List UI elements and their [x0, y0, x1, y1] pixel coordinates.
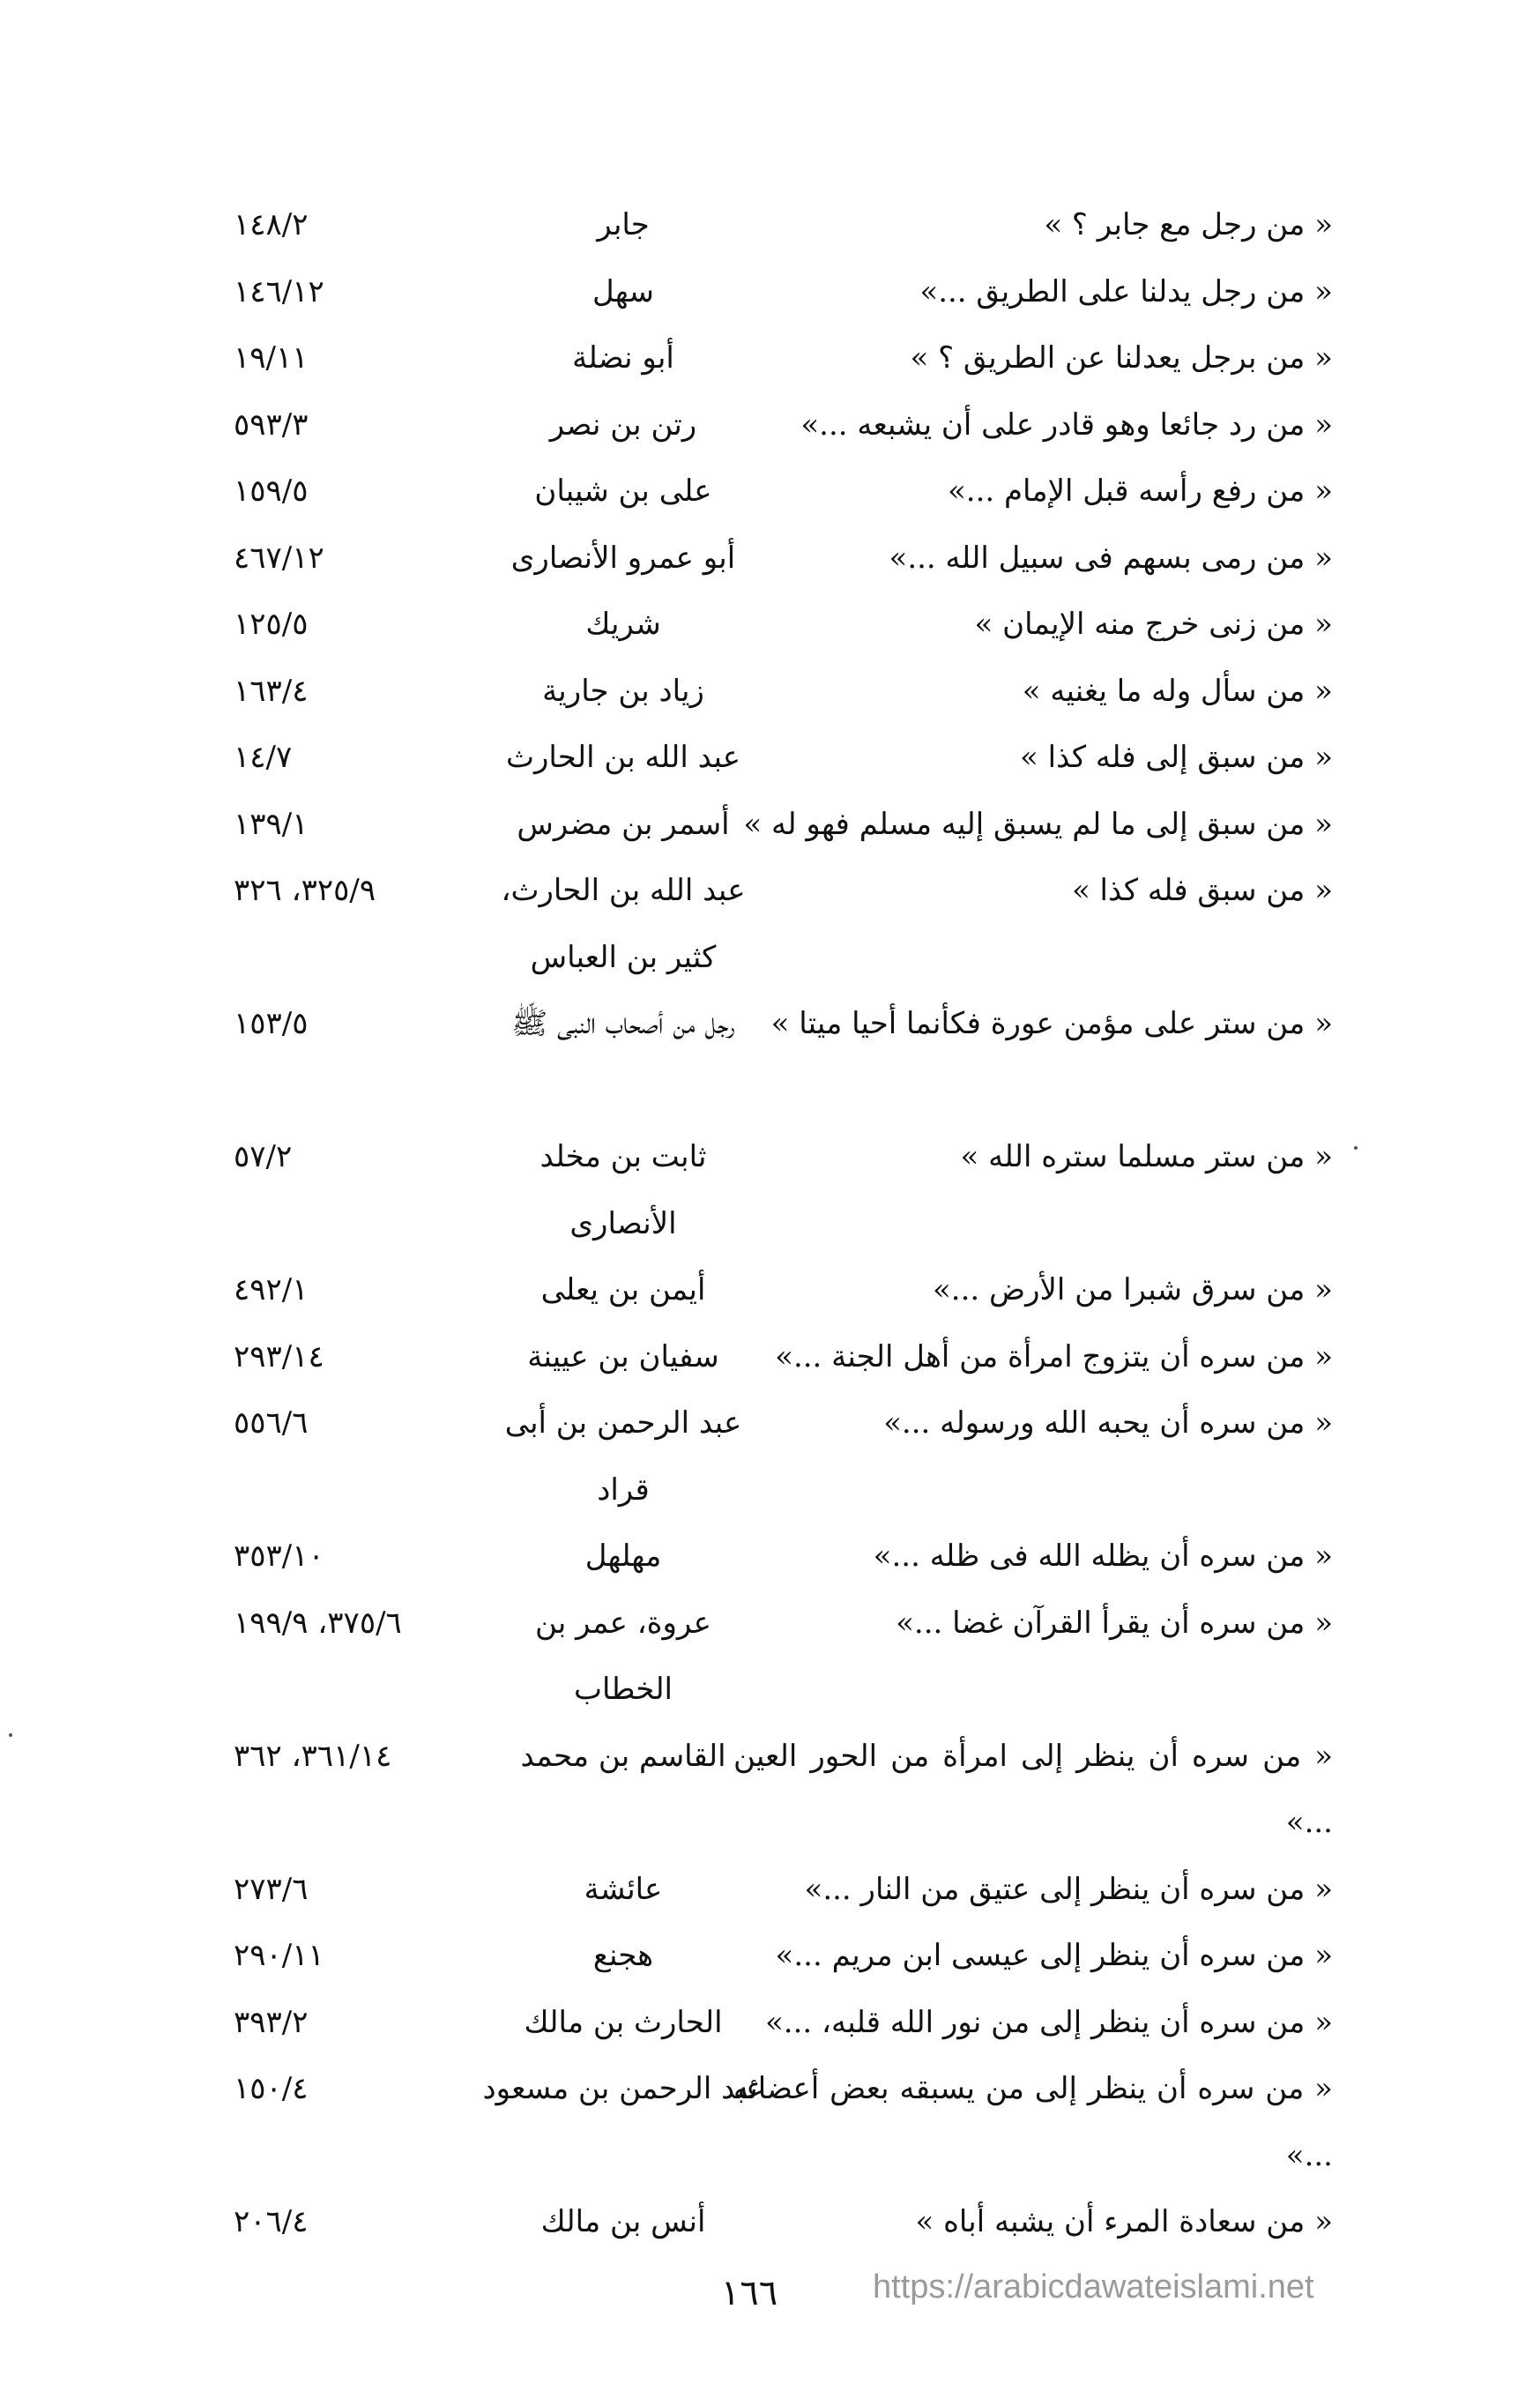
- narrator-name: عروة، عمر بن الخطاب: [535, 1605, 711, 1707]
- volume-page-ref: ١٦٣/٤: [234, 673, 309, 709]
- hadith-text: « من سره أن يظله الله فى ظله ...»: [873, 1538, 1333, 1574]
- hadith-text: « من سأل وله ما يغنيه »: [1022, 673, 1333, 709]
- narrator-name: على بن شيبان: [534, 473, 712, 509]
- volume-page-ref: ٢٠٦/٤: [234, 2204, 309, 2239]
- volume-page-ref: ٥٩٣/٣: [234, 406, 309, 443]
- narrator-name: سفيان بن عيينة: [527, 1338, 719, 1374]
- narrator-name: أبو عمرو الأنصارى: [510, 540, 736, 576]
- volume-page-ref: ٥٥٦/٦: [234, 1405, 309, 1441]
- volume-page-ref: ٥٧/٢: [234, 1139, 293, 1174]
- hadith-text: « من سعادة المرء أن يشبه أباه »: [915, 2204, 1333, 2239]
- index-row: [0, 2056, 1540, 2189]
- volume-page-ref: ١٤/٧: [234, 740, 293, 775]
- volume-page-ref: ٢٩٠/١١: [234, 1938, 324, 1973]
- index-row: [0, 1523, 1540, 1590]
- narrator-name: مهلهل: [584, 1538, 662, 1574]
- narrator-name: هجنع: [592, 1938, 654, 1973]
- narrator-name: أيمن بن يعلى: [540, 1272, 706, 1307]
- narrator-name: عبد الله بن الحارث، كثير بن العباس: [501, 873, 746, 975]
- narrator-name: أسمر بن مضرس: [517, 806, 730, 842]
- narrator-name: زياد بن جارية: [542, 673, 704, 709]
- narrator-name: شريك: [585, 607, 661, 642]
- index-row: [0, 1857, 1540, 1924]
- hadith-text: « من سره أن ينظر إلى من نور الله قلبه، ...»: [765, 2004, 1333, 2040]
- hadith-text: « من سره أن ينظر إلى عتيق من النار ...»: [804, 1871, 1333, 1907]
- volume-page-ref: ١٢٥/٥: [234, 607, 309, 642]
- index-row: [0, 392, 1540, 459]
- index-row: [0, 1390, 1540, 1523]
- volume-page-ref: ١٤٦/١٢: [234, 273, 324, 309]
- volume-page-ref: ١٤٨/٢: [234, 207, 309, 242]
- narrator-name: رجل من أصحاب النبى ﷺ: [511, 1006, 735, 1041]
- index-row: [0, 458, 1540, 525]
- volume-page-ref: ٤٩٢/١: [234, 1272, 309, 1307]
- index-row: [0, 1923, 1540, 1990]
- index-row: [0, 325, 1540, 392]
- narrator-name: القاسم بن محمد: [520, 1738, 726, 1774]
- narrator-name: ثابت بن مخلد الأنصارى: [539, 1139, 707, 1241]
- index-row: [0, 525, 1540, 592]
- hadith-text: « من رمى بسهم فى سبيل الله ...»: [889, 540, 1333, 576]
- index-row: [0, 2189, 1540, 2256]
- narrator-name: أبو نضلة: [572, 340, 674, 376]
- index-row: [0, 1590, 1540, 1724]
- volume-page-ref: ١٩/١١: [234, 340, 309, 376]
- narrator-name: رتن بن نصر: [549, 406, 697, 443]
- hadith-text: « من سبق إلى فله كذا »: [1019, 740, 1333, 775]
- hadith-text: « من رجل مع جابر ؟ »: [1044, 207, 1333, 242]
- hadith-text: « من سبق إلى ما لم يسبق إليه مسلم فهو له »: [743, 806, 1333, 842]
- narrator-name: عبد الله بن الحارث: [506, 740, 740, 775]
- hadith-text: « من سبق فله كذا »: [1071, 873, 1333, 908]
- index-row: [0, 592, 1540, 659]
- hadith-text: « من ستر مسلما ستره الله »: [960, 1139, 1333, 1174]
- hadith-text: « من سره أن ينظر إلى عيسى ابن مريم ...»: [775, 1938, 1333, 1973]
- hadith-index-list: [0, 192, 1540, 2256]
- narrator-name: الحارث بن مالك: [524, 2004, 723, 2040]
- index-row: [0, 991, 1540, 1124]
- index-row: [0, 259, 1540, 326]
- hadith-text: « من سره أن ينظر إلى من يسبقه بعض أعضائه ...»: [733, 2071, 1333, 2173]
- index-row: [0, 659, 1540, 726]
- hadith-text: « من سرق شبرا من الأرض ...»: [932, 1272, 1333, 1307]
- index-row: [0, 1124, 1540, 1257]
- volume-page-ref: ٣٥٣/١٠: [234, 1538, 324, 1574]
- hadith-text: « من رجل يدلنا على الطريق ...»: [919, 273, 1333, 309]
- hadith-text: « من سره أن يتزوج امرأة من أهل الجنة ...»: [775, 1338, 1333, 1374]
- scan-speck: [9, 1733, 12, 1737]
- page-number: ١٦٦: [720, 2273, 778, 2313]
- volume-page-ref: ١٥٠/٤: [234, 2071, 309, 2106]
- narrator-name: سهل: [592, 273, 654, 309]
- volume-page-ref: ١٣٩/١: [234, 806, 309, 842]
- narrator-name: عائشة: [584, 1871, 663, 1907]
- scan-speck: [1354, 1146, 1358, 1150]
- volume-page-ref: ٤٦٧/١٢: [234, 540, 324, 576]
- volume-page-ref: ٣٢٥/٩، ٣٢٦: [234, 873, 376, 908]
- index-row: [0, 192, 1540, 259]
- narrator-name: جابر: [597, 207, 650, 242]
- index-row: [0, 1724, 1540, 1857]
- hadith-text: « من سره أن ينظر إلى امرأة من الحور العين ...»: [733, 1738, 1333, 1840]
- hadith-text: « من سره أن يقرأ القرآن غضا ...»: [896, 1605, 1333, 1641]
- index-row: [0, 858, 1540, 991]
- index-row: [0, 1990, 1540, 2057]
- volume-page-ref: ١٥٩/٥: [234, 473, 309, 509]
- volume-page-ref: ٢٩٣/١٤: [234, 1338, 324, 1374]
- hadith-text: « من رد جائعا وهو قادر على أن يشبعه ...»: [800, 406, 1333, 443]
- index-row: [0, 1257, 1540, 1324]
- hadith-text: « من ستر على مؤمن عورة فكأنما أحيا ميتا »: [770, 1006, 1333, 1041]
- narrator-name: أنس بن مالك: [540, 2204, 706, 2239]
- narrator-name: عبد الرحمن بن مسعود: [482, 2071, 764, 2106]
- watermark-url: https://arabicdawateislami.net: [873, 2268, 1314, 2305]
- volume-page-ref: ٣٦١/١٤، ٣٦٢: [234, 1738, 392, 1774]
- volume-page-ref: ٣٩٣/٢: [234, 2004, 309, 2040]
- hadith-text: « من سره أن يحبه الله ورسوله ...»: [883, 1405, 1333, 1441]
- volume-page-ref: ١٥٣/٥: [234, 1006, 309, 1041]
- hadith-text: « من رفع رأسه قبل الإمام ...»: [947, 473, 1333, 509]
- volume-page-ref: ٣٧٥/٦، ١٩٩/٩: [234, 1605, 402, 1641]
- index-row: [0, 1324, 1540, 1391]
- index-row: [0, 725, 1540, 792]
- volume-page-ref: ٢٧٣/٦: [234, 1871, 309, 1907]
- narrator-name: عبد الرحمن بن أبى قراد: [504, 1405, 742, 1508]
- hadith-text: « من زنى خرج منه الإيمان »: [974, 607, 1333, 642]
- index-row: [0, 792, 1540, 859]
- hadith-text: « من برجل يعدلنا عن الطريق ؟ »: [910, 340, 1333, 376]
